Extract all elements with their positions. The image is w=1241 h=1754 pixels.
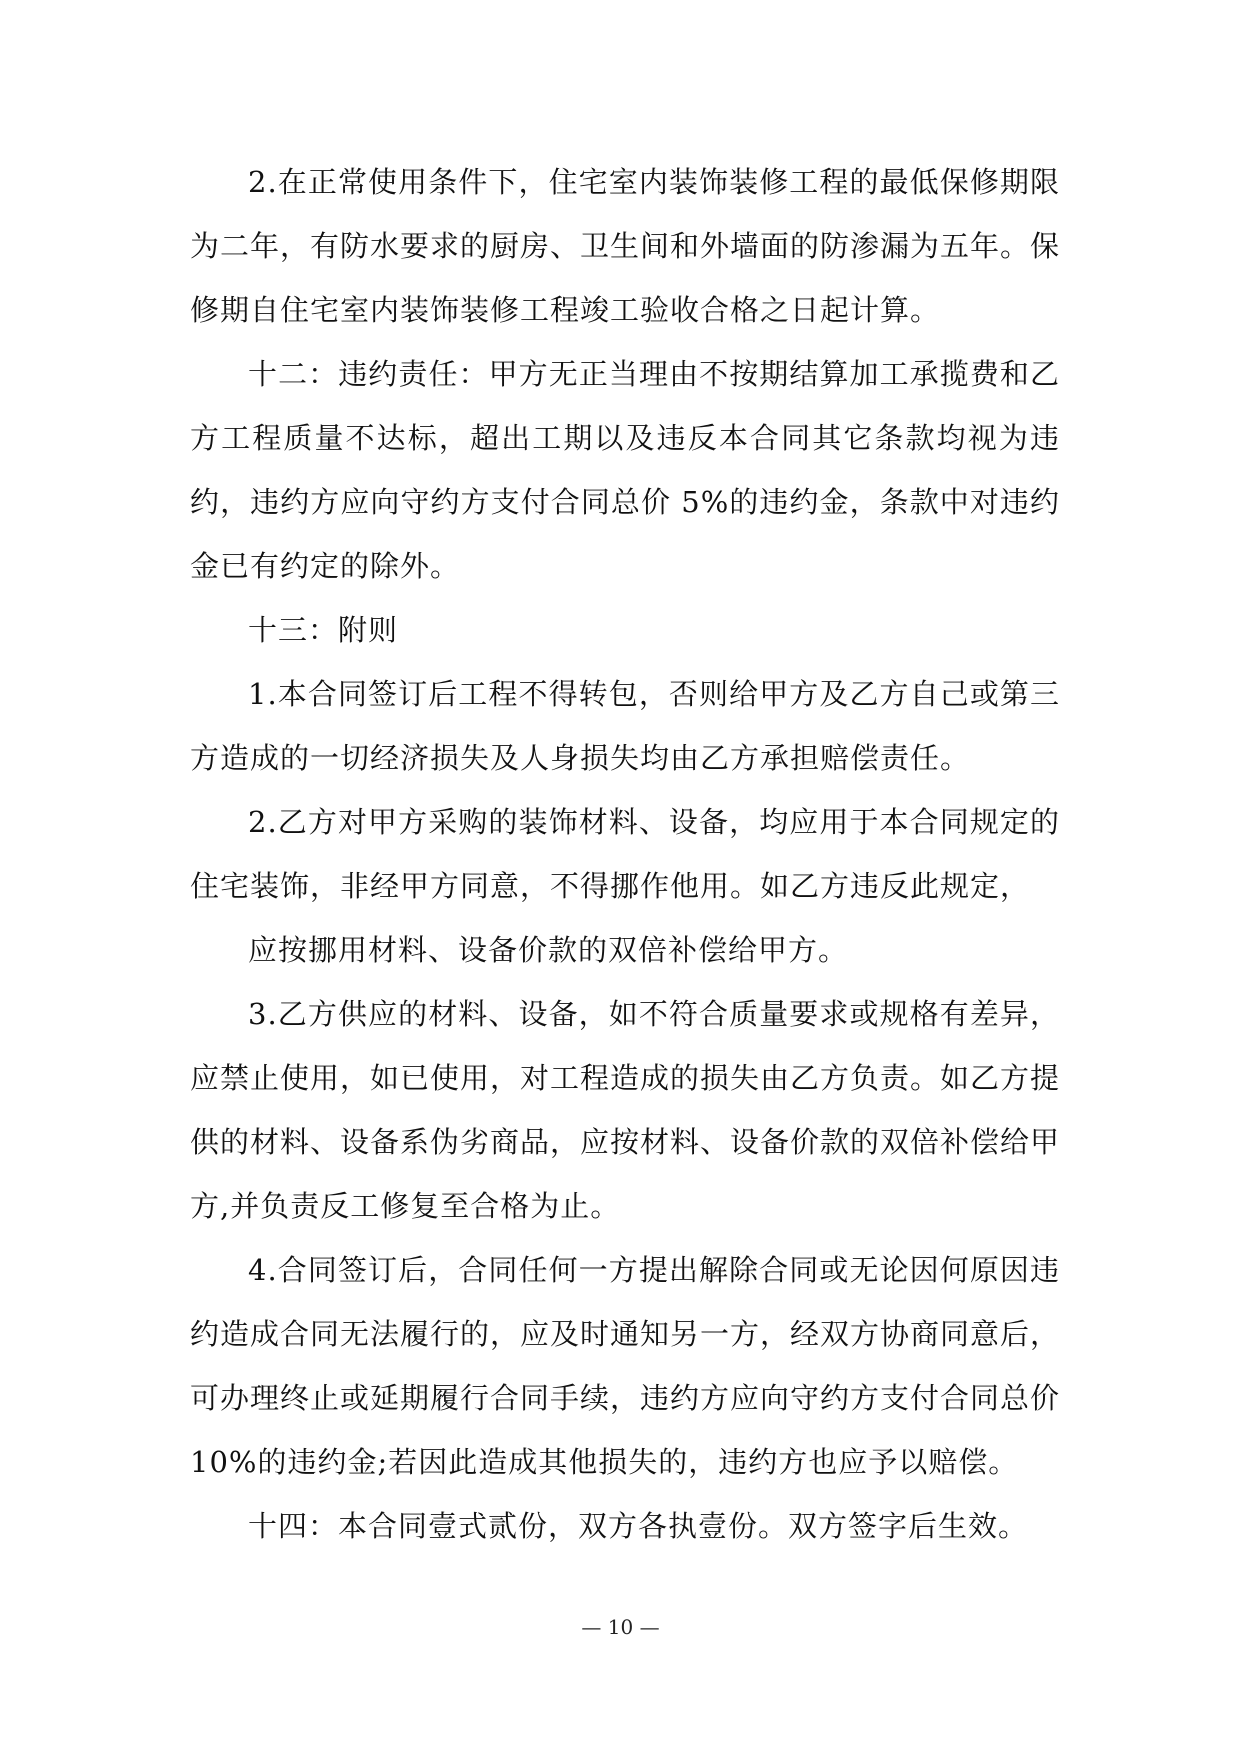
paragraph-copies-effective: 十四：本合同壹式贰份，双方各执壹份。双方签字后生效。: [248, 1509, 1029, 1543]
paragraph-material-compensation: 应按挪用材料、设备价款的双倍补偿给甲方。: [248, 933, 849, 967]
paragraph-no-subcontract: 1.本合同签订后工程不得转包，否则给甲方及乙方自己或第三方造成的一切经济损失及人身损失均由乙方承担赔偿责任。: [190, 677, 1060, 775]
paragraph-breach-liability: 十二：违约责任：甲方无正当理由不按期结算加工承揽费和乙方工程质量不达标，超出工期以及违反本合同其它条款均视为违约，违约方应向守约方支付合同总价 5%的违约金，条款中对违约金已有约定的除外。: [190, 357, 1060, 583]
paragraph-termination: 4.合同签订后，合同任何一方提出解除合同或无论因何原因违约造成合同无法履行的，应及时通知另一方，经双方协商同意后，可办理终止或延期履行合同手续，违约方应向守约方支付合同总价 10%的违约金;若因此造成其他损失的，违约方也应予以赔偿。: [190, 1253, 1061, 1479]
document-body: [190, 150, 1060, 1558]
paragraph-material-use: 2.乙方对甲方采购的装饰材料、设备，均应用于本合同规定的住宅装饰，非经甲方同意，不得挪作他用。如乙方违反此规定，: [190, 805, 1060, 903]
paragraph-warranty-period: 2.在正常使用条件下，住宅室内装饰装修工程的最低保修期限为二年，有防水要求的厨房、卫生间和外墙面的防渗漏为五年。保修期自住宅室内装饰装修工程竣工验收合格之日起计算。: [190, 165, 1061, 327]
page-number: — 10 —: [581, 1615, 660, 1639]
paragraph-supplementary-heading: 十三：附则: [248, 613, 399, 647]
paragraph-supplied-materials: 3.乙方供应的材料、设备，如不符合质量要求或规格有差异，应禁止使用，如已使用，对工程造成的损失由乙方负责。如乙方提供的材料、设备系伪劣商品，应按材料、设备价款的双倍补偿给甲方,并负责反工修复至合格为止。: [190, 997, 1061, 1223]
